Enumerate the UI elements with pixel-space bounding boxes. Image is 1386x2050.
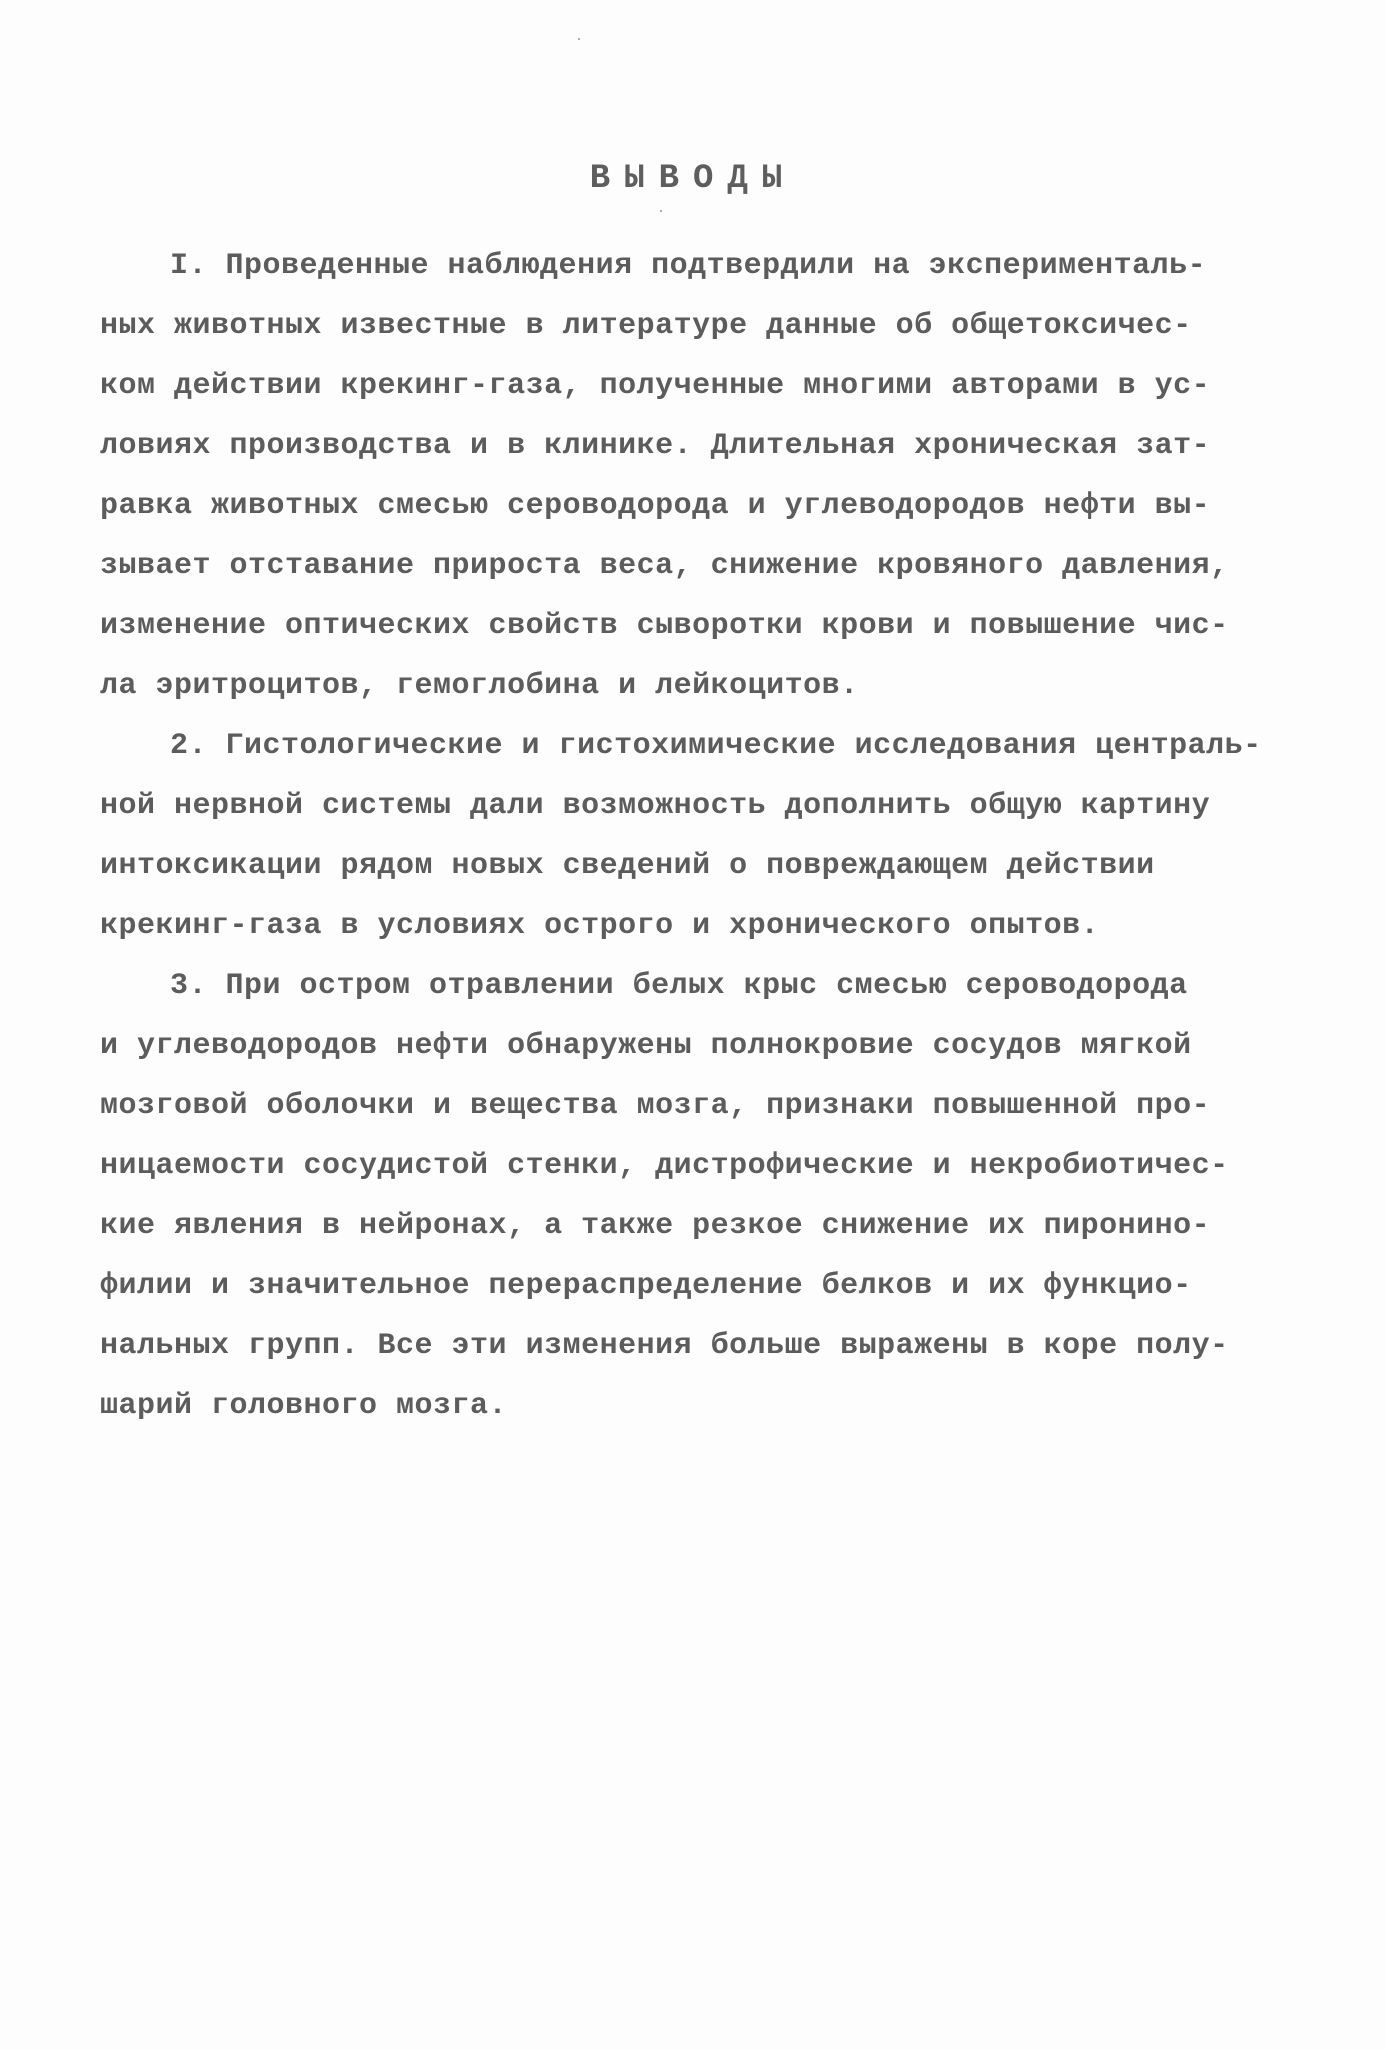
paper-speck — [578, 38, 580, 40]
text-line: и углеводородов нефти обнаружены полнокровие сосудов мягкой — [100, 1029, 1192, 1063]
text-line: 3. При остром отравлении белых крыс смесью сероводорода — [170, 969, 1188, 1003]
text-line: ловиях производства и в клинике. Длительная хроническая зат- — [100, 429, 1211, 463]
text-line: филии и значительное перераспределение белков и их функцио- — [100, 1269, 1192, 1303]
text-line: ком действии крекинг-газа, полученные многими авторами в ус- — [100, 369, 1211, 403]
conclusions-heading: ВЫВОДЫ — [589, 160, 797, 198]
text-line: мозговой оболочки и вещества мозга, признаки повышенной про- — [100, 1089, 1211, 1123]
text-line: ла эритроцитов, гемоглобина и лейкоцитов. — [100, 669, 859, 703]
paper-speck — [660, 210, 662, 212]
text-line: шарий головного мозга. — [100, 1389, 508, 1423]
text-line: изменение оптических свойств сыворотки крови и повышение чис- — [100, 609, 1229, 643]
text-line: ницаемости сосудистой стенки, дистрофические и некробиотичес- — [100, 1149, 1229, 1183]
text-line: I. Проведенные наблюдения подтвердили на эксперименталь- — [170, 249, 1207, 283]
text-line: интоксикации рядом новых сведений о повреждающем действии — [100, 849, 1155, 883]
text-line: кие явления в нейронах, а также резкое снижение их пиронино- — [100, 1209, 1211, 1243]
text-line: равка животных смесью сероводорода и углеводородов нефти вы- — [100, 489, 1211, 523]
text-line: нальных групп. Все эти изменения больше выражены в коре полу- — [100, 1329, 1229, 1363]
text-line: ных животных известные в литературе данные об общетоксичес- — [100, 309, 1192, 343]
text-line: 2. Гистологические и гистохимические исследования централь- — [170, 729, 1262, 763]
text-line: ной нервной системы дали возможность дополнить общую картину — [100, 789, 1211, 823]
text-line: крекинг-газа в условиях острого и хронического опытов. — [100, 909, 1100, 943]
text-line: зывает отставание прироста веса, снижение кровяного давления, — [100, 549, 1229, 583]
